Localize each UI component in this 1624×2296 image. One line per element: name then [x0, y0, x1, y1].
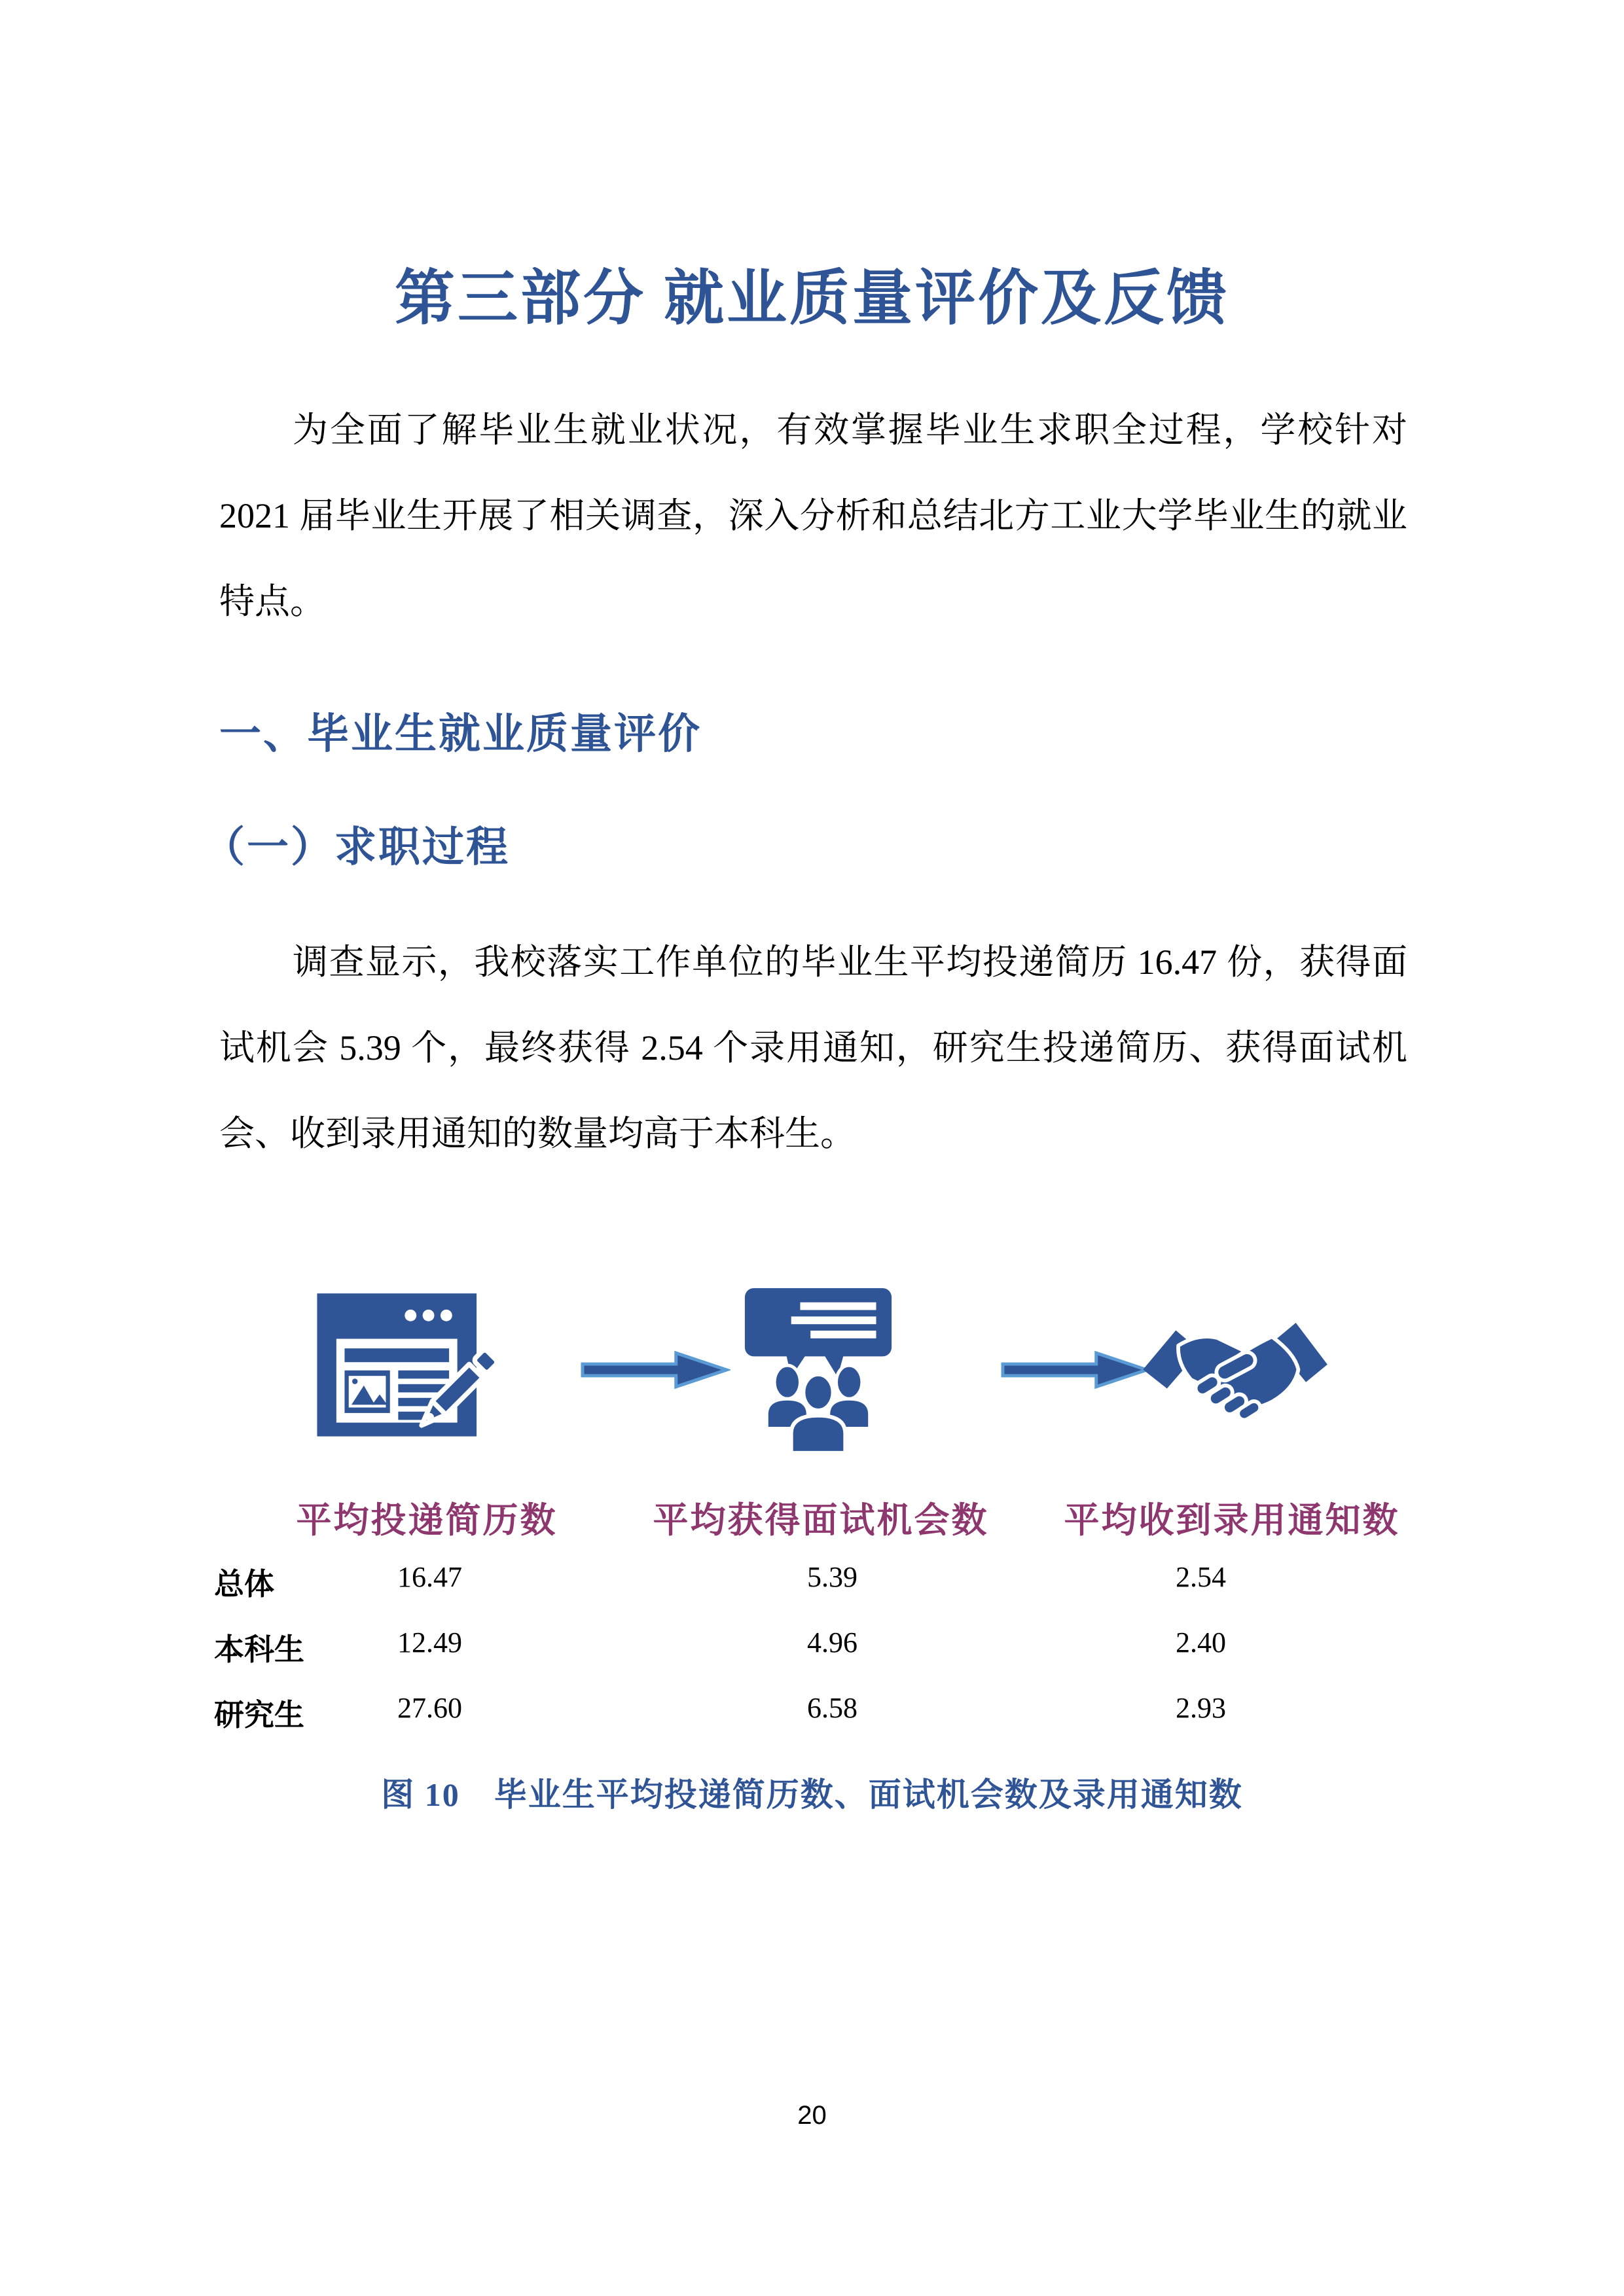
flow-arrow-icon: [1000, 1348, 1151, 1391]
section-title: 第三部分 就业质量评价及反馈: [394, 265, 1229, 332]
heading-job-search-process: （一）求职过程: [203, 824, 510, 870]
heading-employment-quality: 一、毕业生就业质量评价: [219, 711, 702, 757]
paragraph-intro: 为全面了解毕业生就业状况，有效掌握毕业生求职全过程，学校针对 2021 届毕业生开展了相关调查，深入分析和总结北方工业大学毕业生的就业特点。: [219, 410, 1407, 621]
figure-caption: 图 10 毕业生平均投递简历数、面试机会数及录用通知数: [381, 1776, 1243, 1813]
step-label-resumes: 平均投递简历数: [296, 1501, 558, 1540]
step-label-offers: 平均收到录用通知数: [1064, 1501, 1400, 1540]
resume-submission-icon: [314, 1291, 500, 1442]
table-cell: 2.40: [1176, 1626, 1226, 1659]
step-label-interviews: 平均获得面试机会数: [653, 1501, 989, 1540]
table-cell: 27.60: [397, 1692, 462, 1724]
table-cell: 4.96: [807, 1626, 857, 1659]
table-row-label-undergraduate: 本科生: [214, 1632, 304, 1666]
table-row-label-overall: 总体: [214, 1567, 274, 1601]
table-cell: 2.93: [1176, 1692, 1226, 1724]
table-cell: 12.49: [397, 1626, 462, 1659]
table-cell: 16.47: [397, 1561, 462, 1593]
table-cell: 6.58: [807, 1692, 857, 1724]
table-cell: 2.54: [1176, 1561, 1226, 1593]
flow-arrow-icon: [580, 1348, 731, 1391]
interview-icon: [741, 1287, 895, 1454]
page-number: 20: [797, 2101, 827, 2130]
table-cell: 5.39: [807, 1561, 857, 1593]
table-row-label-graduate: 研究生: [214, 1698, 304, 1732]
offer-handshake-icon: [1140, 1306, 1330, 1433]
paragraph-survey: 调查显示，我校落实工作单位的毕业生平均投递简历 16.47 份，获得面试机会 5.39 个，最终获得 2.54 个录用通知，研究生投递简历、获得面试机会、收到录用通知的数量均高于本科生。: [219, 942, 1407, 1153]
